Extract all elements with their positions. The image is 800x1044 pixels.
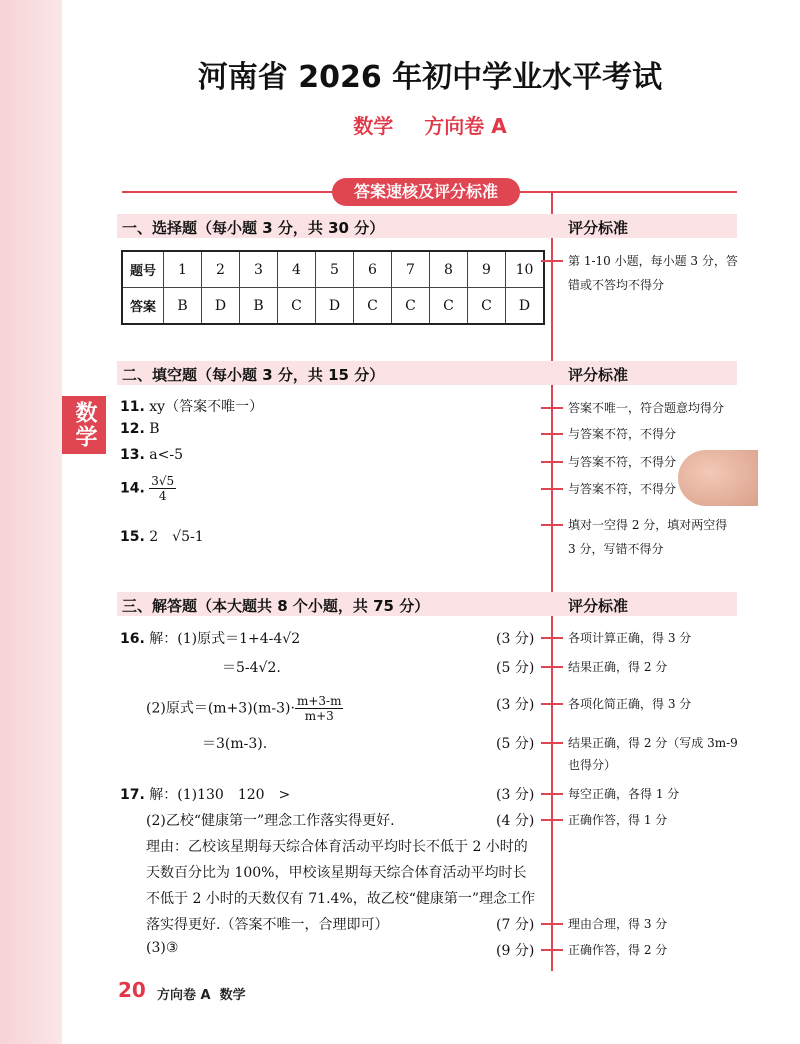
q17-line2: (2)乙校“健康第一”理念工作落实得更好. — [146, 813, 395, 829]
table-cell: C — [392, 288, 430, 325]
footer-subject: 数学 — [219, 988, 246, 1003]
paper-label: 方向卷 A — [424, 114, 507, 138]
answer-text: (2)原式＝(m+3)(m-3)· — [146, 700, 295, 717]
q16-line2: ＝5-4√2. — [222, 660, 281, 676]
table-cell: C — [278, 288, 316, 325]
item-number: 15. — [120, 529, 145, 545]
item-number: 11. — [120, 399, 145, 415]
page-title: 河南省 2026 年初中学业水平考试 — [197, 60, 663, 95]
criteria-17-3: 理由合理，得 3 分 — [568, 917, 668, 931]
criteria-divider — [551, 191, 553, 971]
points-label: (5 分) — [496, 736, 535, 752]
table-cell: 9 — [468, 251, 506, 288]
criteria-tick — [541, 433, 563, 435]
row-head-number: 题号 — [122, 251, 164, 288]
answer-13 — [120, 447, 183, 463]
table-row — [122, 288, 544, 325]
subject-label: 数学 — [353, 114, 394, 138]
answer-text: 解：(1)130 120 > — [149, 787, 291, 803]
criteria-tick — [541, 461, 563, 463]
criteria-tick — [541, 260, 563, 262]
table-cell: B — [164, 288, 202, 325]
criteria-17-2: 正确作答，得 1 分 — [568, 813, 668, 827]
choice-answer-table — [121, 250, 545, 325]
item-number: 17. — [120, 787, 145, 803]
page-number: 20 — [118, 978, 146, 1002]
criteria-tick — [541, 666, 563, 668]
q16-line3 — [146, 694, 343, 723]
section1-criteria-2: 错或不答均不得分 — [568, 278, 665, 292]
q17-line1 — [120, 784, 290, 804]
table-cell: C — [468, 288, 506, 325]
footer-paper: 方向卷 A — [157, 988, 211, 1003]
answer-11 — [120, 396, 263, 416]
table-cell: 4 — [278, 251, 316, 288]
section2-criteria-title: 评分标准 — [568, 366, 629, 384]
criteria-17-4: 正确作答，得 2 分 — [568, 943, 668, 957]
numerator: m+3-m — [296, 694, 342, 708]
table-cell: D — [316, 288, 354, 325]
criteria-15-2: 3 分，写错不得分 — [568, 542, 664, 556]
criteria-11: 答案不唯一，符合题意均得分 — [568, 401, 725, 415]
section2-title: 二、填空题（每小题 3 分，共 15 分） — [122, 366, 385, 384]
section1-criteria: 第 1-10 小题，每小题 3 分，答 — [568, 254, 738, 268]
footer-label — [157, 984, 246, 1003]
criteria-16-4: 结果正确，得 2 分（写成 3m-9 — [568, 736, 738, 750]
criteria-16-4b: 也得分） — [568, 758, 617, 772]
table-cell: C — [430, 288, 468, 325]
answer-14 — [120, 474, 176, 503]
q16-line1 — [120, 628, 300, 648]
section3-title: 三、解答题（本大题共 8 个小题，共 75 分） — [122, 597, 430, 615]
table-row — [122, 251, 544, 288]
denominator: m+3 — [304, 709, 334, 723]
table-cell: B — [240, 288, 278, 325]
item-number: 12. — [120, 421, 145, 437]
answer-text: a<-5 — [149, 447, 183, 463]
item-number: 16. — [120, 631, 145, 647]
q17-line3: 理由：乙校该星期每天综合体育活动平均时长不低于 2 小时的 — [146, 839, 528, 855]
criteria-tick — [541, 488, 563, 490]
answer-text: xy（答案不唯一） — [149, 399, 264, 415]
section1-criteria-title: 评分标准 — [568, 219, 629, 237]
points-label: (4 分) — [496, 813, 535, 829]
answer-key-banner: 答案速核及评分标准 — [332, 178, 520, 206]
criteria-tick — [541, 407, 563, 409]
points-label: (7 分) — [496, 917, 535, 933]
answer-text: 解：(1)原式＝1+4-4√2 — [149, 631, 301, 647]
q16-line4: ＝3(m-3). — [202, 736, 268, 752]
table-cell: 10 — [506, 251, 545, 288]
left-margin-strip — [0, 0, 62, 1044]
criteria-tick — [541, 703, 563, 705]
criteria-15: 填对一空得 2 分，填对两空得 — [568, 518, 728, 532]
criteria-tick — [541, 742, 563, 744]
criteria-16-1: 各项计算正确，得 3 分 — [568, 631, 692, 645]
item-number: 13. — [120, 447, 145, 463]
criteria-tick — [541, 923, 563, 925]
row-head-answer: 答案 — [122, 288, 164, 325]
criteria-13: 与答案不符，不得分 — [568, 455, 677, 469]
section1-title: 一、选择题（每小题 3 分，共 30 分） — [122, 219, 385, 237]
answer-text: B — [149, 421, 160, 437]
q17-line6: 落实得更好.（答案不唯一，合理即可） — [146, 917, 389, 933]
table-cell: 2 — [202, 251, 240, 288]
criteria-17-1: 每空正确，各得 1 分 — [568, 787, 680, 801]
criteria-tick — [541, 637, 563, 639]
table-cell: 3 — [240, 251, 278, 288]
table-cell: D — [506, 288, 545, 325]
subject-side-tab: 数学 — [62, 396, 106, 454]
table-cell: 8 — [430, 251, 468, 288]
criteria-tick — [541, 819, 563, 821]
denominator: 4 — [158, 489, 167, 503]
table-cell: D — [202, 288, 240, 325]
criteria-16-2: 结果正确，得 2 分 — [568, 660, 668, 674]
fraction — [295, 694, 344, 723]
criteria-tick — [541, 949, 563, 951]
answer-12 — [120, 421, 160, 437]
q17-line7: (3)③ — [146, 940, 179, 956]
points-label: (5 分) — [496, 660, 535, 676]
criteria-tick — [541, 524, 563, 526]
points-label: (3 分) — [496, 787, 535, 803]
numerator: 3√5 — [151, 474, 175, 488]
table-cell: 6 — [354, 251, 392, 288]
criteria-tick — [541, 793, 563, 795]
criteria-12: 与答案不符，不得分 — [568, 427, 677, 441]
answer-15 — [120, 526, 204, 546]
page-subtitle — [120, 110, 740, 139]
table-cell: C — [354, 288, 392, 325]
section3-criteria-title: 评分标准 — [568, 597, 629, 615]
criteria-16-3: 各项化简正确，得 3 分 — [568, 697, 692, 711]
answer-text: 2 √5-1 — [149, 529, 204, 545]
points-label: (3 分) — [496, 697, 535, 713]
table-cell: 7 — [392, 251, 430, 288]
q17-line5: 不低于 2 小时的天数仅有 71.4%，故乙校“健康第一”理念工作 — [146, 891, 536, 907]
points-label: (9 分) — [496, 943, 535, 959]
fraction — [149, 474, 176, 503]
points-label: (3 分) — [496, 631, 535, 647]
criteria-14: 与答案不符，不得分 — [568, 482, 677, 496]
q17-line4: 天数百分比为 100%，甲校该星期每天综合体育活动平均时长 — [146, 865, 527, 881]
finger-photo — [678, 450, 758, 506]
item-number: 14. — [120, 480, 145, 497]
table-cell: 1 — [164, 251, 202, 288]
table-cell: 5 — [316, 251, 354, 288]
